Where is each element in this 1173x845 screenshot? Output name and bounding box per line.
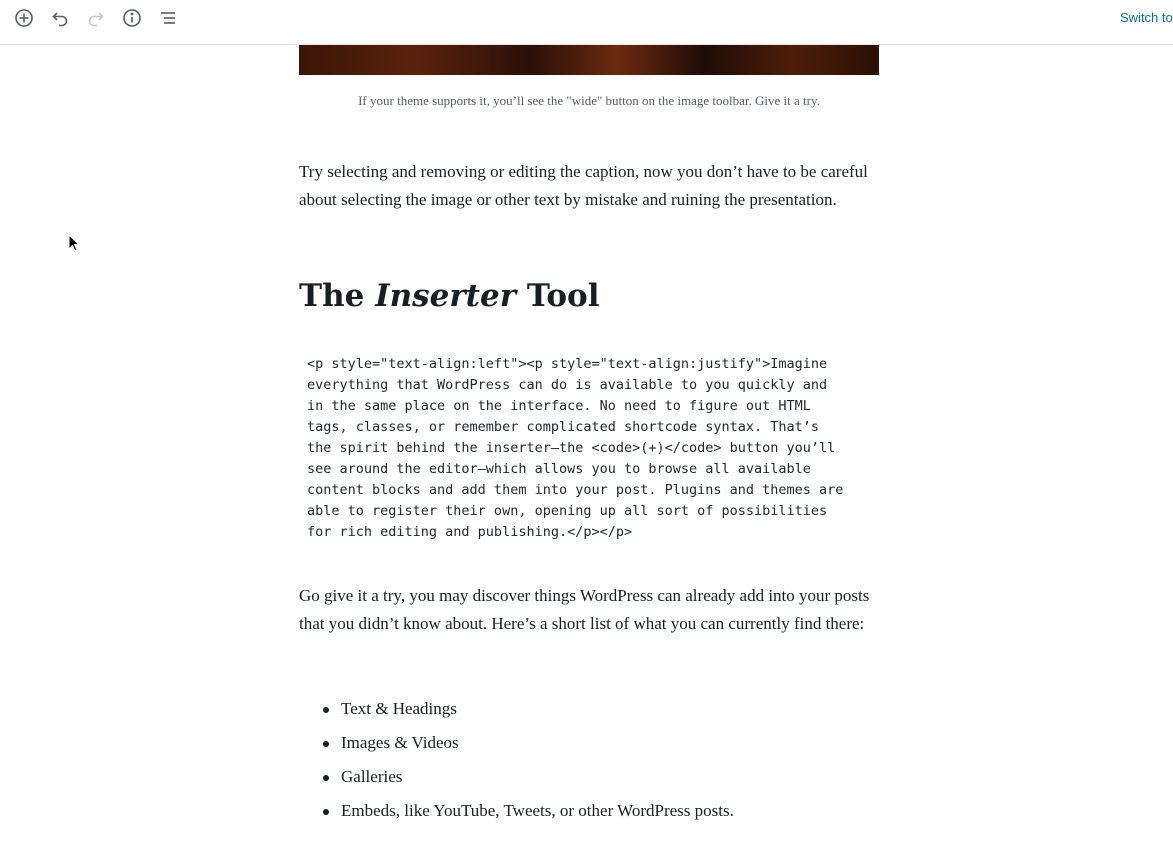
block-navigation-button[interactable] (155, 5, 181, 31)
info-icon (122, 8, 142, 28)
paragraph-block[interactable]: Go give it a try, you may discover things WordPress can already add into your posts that you didn’t know about. Here’s a short list of what you can currently find there: (299, 586, 870, 633)
image-caption[interactable]: If your theme supports it, you’ll see the "wide" button on the image toolbar. Give it a try. (358, 93, 820, 108)
list-item (299, 766, 879, 800)
list-item-text: Text & Headings (341, 699, 457, 718)
wide-image[interactable] (299, 45, 879, 75)
plus-circle-icon (14, 8, 34, 28)
list-item-text: Embeds, like YouTube, Tweets, or other WordPress posts. (341, 801, 734, 820)
list-item-text: Galleries (341, 767, 403, 786)
editor-toolbar (0, 0, 1173, 45)
redo-button[interactable] (83, 5, 109, 31)
html-code-block[interactable]: <p style="text-align:left"><p style="text-align:justify">Imagine everything that WordPress can do is available to you quickly and in the same place on the interface. No need to figure out HTML tags, classes, or remember complicated shortcode syntax. That’s the spirit behind the inserter—the <code>(+)</code> button you’ll see around the editor—which allows you to browse all available content blocks and add them into your post. Plugins and themes are able to register their own, opening up all sort of possibilities for rich editing and publishing.</p></p> (307, 356, 844, 540)
heading-text: The (299, 278, 376, 314)
editor-content (0, 45, 1173, 845)
paragraph-block[interactable]: Try selecting and removing or editing the caption, now you don’t have to be careful about selecting the image or other text by mistake and ruining the presentation. (299, 162, 868, 209)
heading-emphasis: Inserter (375, 278, 517, 314)
inserter-button[interactable] (11, 5, 37, 31)
info-button[interactable] (119, 5, 145, 31)
list-icon (158, 8, 178, 28)
bullet (323, 809, 329, 815)
heading-text-end: Tool (516, 278, 600, 314)
list-item-text: Images & Videos (341, 733, 459, 752)
undo-icon (50, 8, 70, 28)
bullet (323, 741, 329, 747)
redo-icon (86, 8, 106, 28)
list-item (299, 800, 879, 834)
undo-button[interactable] (47, 5, 73, 31)
switch-to-draft-link[interactable]: Switch to (1120, 10, 1173, 25)
heading-block[interactable] (299, 276, 600, 316)
mouse-pointer-icon (68, 234, 80, 252)
bullet (323, 775, 329, 781)
list-block[interactable] (299, 698, 879, 834)
bullet (323, 707, 329, 713)
list-item (299, 698, 879, 732)
list-item (299, 732, 879, 766)
